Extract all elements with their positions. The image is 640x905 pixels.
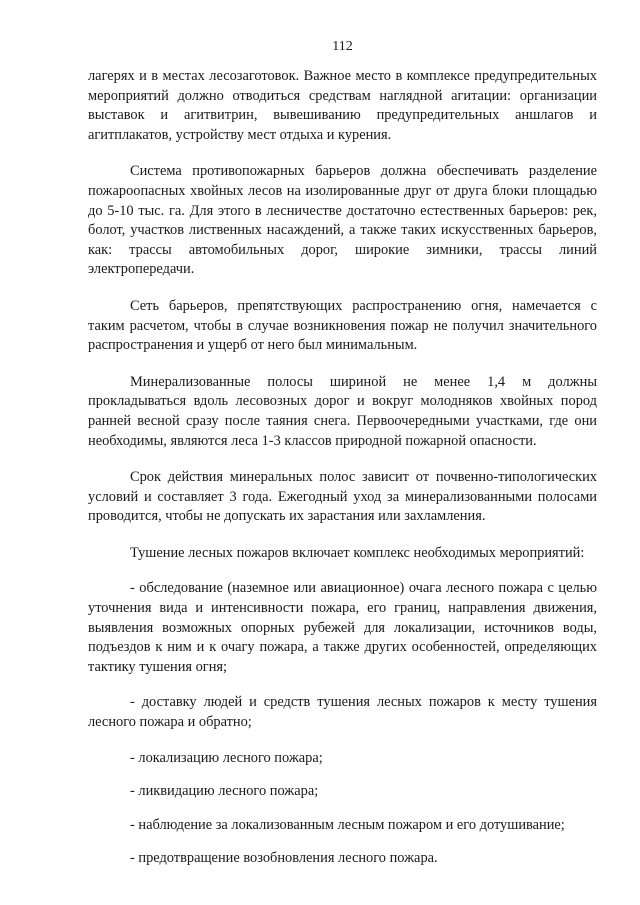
paragraph-barrier-network: Сеть барьеров, препятствующих распространению огня, намечается с таким расчетом, чтобы в случае возникновения пожар не получил значительного распространения и ущерб от него был минимальным. — [88, 297, 597, 354]
list-item-localization: - локализацию лесного пожара; — [130, 749, 323, 766]
list-item-survey: - обследование (наземное или авиационное) очага лесного пожара с целью уточнения вида и интенсивности пожара, его границ, направления движения, выявления возможных опорных рубежей для локализации, источников воды, подъездов к ним и к очагу пожара, а также других особенностей, определяющих тактику тушения огня; — [88, 580, 597, 675]
page-number: 112 — [332, 39, 353, 54]
paragraph-firebreak-system: Система противопожарных барьеров должна обеспечивать разделение пожароопасных хвойных лесов на изолированные друг от друга блоки площадью до 5-10 тыс. га. Для этого в лесничестве достаточно естественных барьеров: рек, болот, участков лиственных насаждений, а также таких искусственных барьеров, как: трассы автомобильных дорог, широкие зимники, трассы линий электропередачи. — [88, 163, 597, 278]
paragraph-mineralized-strips: Минерализованные полосы шириной не менее 1,4 м должны прокладываться вдоль лесовозных дорог и вокруг молодняков хвойных пород ранней весной сразу после таяния снега. Первоочередными участками, где они необходимы, являются леса 1-3 классов природной пожарной опасности. — [88, 373, 597, 449]
paragraph-strip-duration: Срок действия минеральных полос зависит от почвенно-типологических условий и составляет 3 года. Ежегодный уход за минерализованными полосами проводится, чтобы не допускать их зарастания или захламления. — [88, 469, 597, 525]
list-item-prevention: - предотвращение возобновления лесного пожара. — [130, 850, 438, 867]
paragraph-continuation: лагерях и в местах лесозаготовок. Важное место в комплексе предупредительных мероприятий должно отводиться средствам наглядной агитации: организации выставок и агитвитрин, вывешиванию предупредительных аншлагов и агитплакатов, устройству мест отдыха и курения. — [88, 68, 597, 143]
list-item-liquidation: - ликвидацию лесного пожара; — [130, 783, 319, 800]
paragraph-firefighting-intro: Тушение лесных пожаров включает комплекс необходимых мероприятий: — [130, 544, 585, 561]
list-item-delivery: - доставку людей и средств тушения лесных пожаров к месту тушения лесного пожара и обратно; — [88, 694, 597, 731]
list-item-monitoring: - наблюдение за локализованным лесным пожаром и его дотушивание; — [130, 816, 565, 833]
